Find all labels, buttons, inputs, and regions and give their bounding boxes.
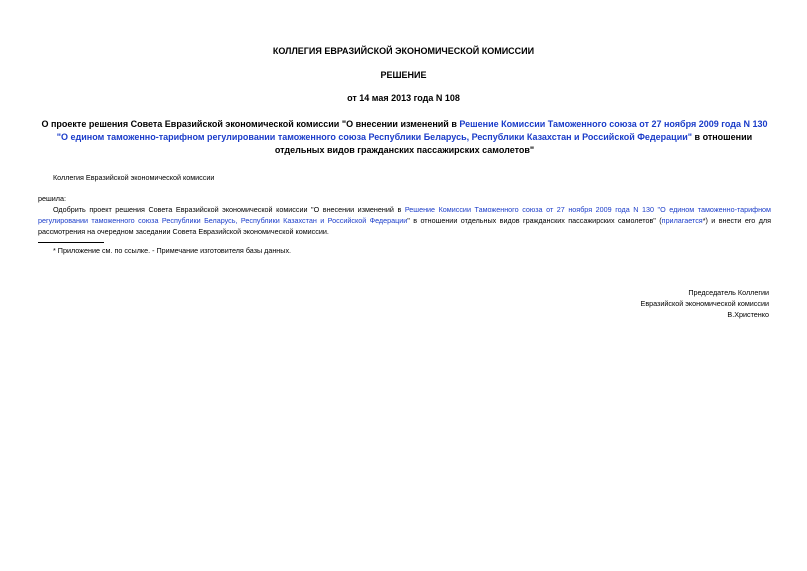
para-link[interactable]: Решение Комиссии Таможенного союза от 27 ноября 2009 года N 130 "О едином таможенно-тарифном регулировании таможенного союза Республики Беларусь, Республики Казахстан и Российской Федерации bbox=[38, 205, 771, 225]
decided-text: решила: bbox=[38, 194, 66, 203]
attached-link[interactable]: прилагается bbox=[661, 216, 703, 225]
decision-paragraph bbox=[38, 204, 771, 237]
document-subject bbox=[38, 118, 771, 157]
para-prefix: Одобрить проект решения Совета Евразийской экономической комиссии "О внесении изменений в bbox=[53, 205, 405, 214]
subject-suffix: в отношении отдельных видов гражданских пассажирских самолетов" bbox=[274, 132, 753, 155]
document-date: от 14 мая 2013 года N 108 bbox=[347, 93, 460, 103]
signature-title: Председатель Коллегии bbox=[688, 288, 769, 297]
para-middle: " в отношении отдельных видов гражданских пассажирских самолетов" ( bbox=[407, 216, 662, 225]
organization-heading: КОЛЛЕГИЯ ЕВРАЗИЙСКОЙ ЭКОНОМИЧЕСКОЙ КОМИССИИ bbox=[272, 46, 535, 56]
footnote-divider bbox=[38, 242, 104, 243]
document-type-heading: РЕШЕНИЕ bbox=[380, 70, 427, 80]
subject-prefix: О проекте решения Совета Евразийской экономической комиссии "О внесении изменений в bbox=[41, 119, 460, 129]
subject-link[interactable]: Решение Комиссии Таможенного союза от 27 ноября 2009 года N 130 "О едином таможенно-тарифном регулировании таможенного союза Республики Беларусь, Республики Казахстан и Российской Федерации" bbox=[56, 119, 768, 142]
signature-name: В.Христенко bbox=[727, 310, 769, 319]
footnote-text: * Приложение см. по ссылке. - Примечание изготовителя базы данных. bbox=[53, 246, 292, 255]
para-suffix: *) и внести его для рассмотрения на очередном заседании Совета Евразийской экономической комиссии. bbox=[38, 216, 771, 236]
collegium-text: Коллегия Евразийской экономической комиссии bbox=[53, 173, 215, 182]
signature-organization: Евразийской экономической комиссии bbox=[640, 299, 769, 308]
